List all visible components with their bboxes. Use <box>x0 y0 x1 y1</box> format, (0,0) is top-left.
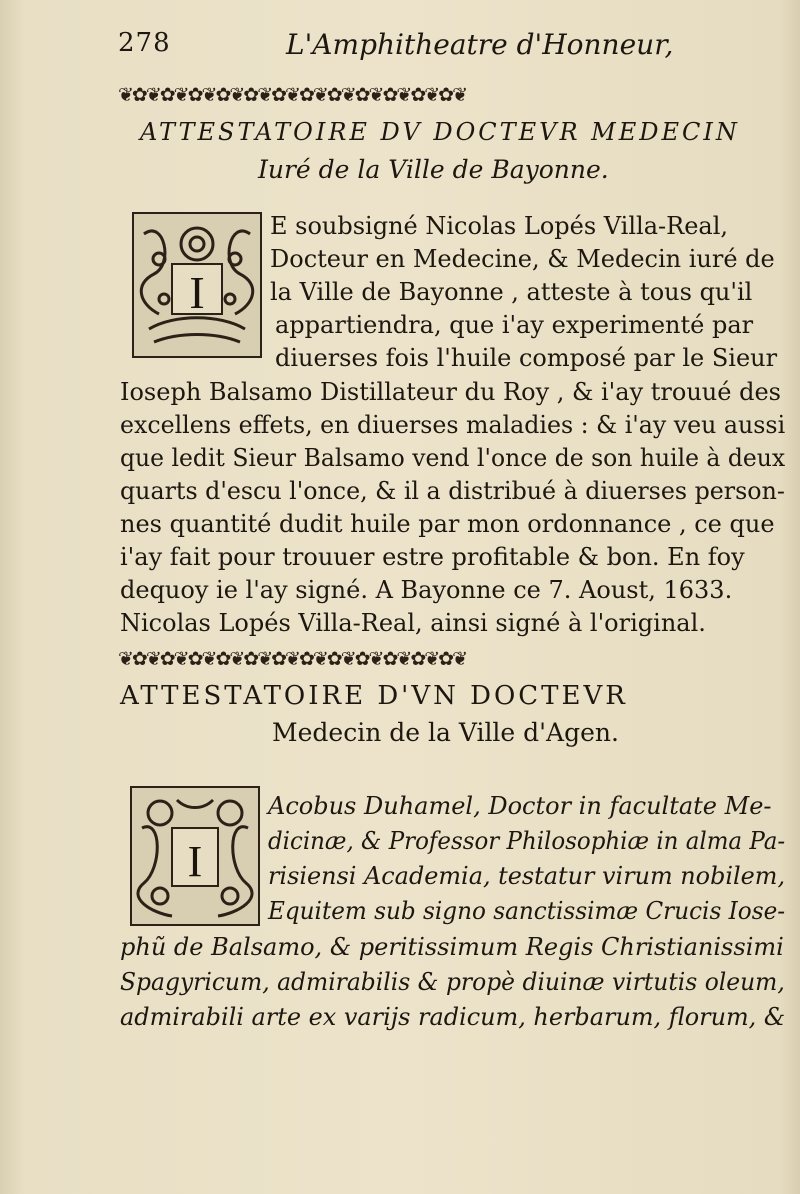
text-line: risiensi Academia, testatur virum nobilem, <box>268 862 786 890</box>
text-line: excellens effets, en diuerses maladies : & i'ay veu aussi <box>120 411 786 439</box>
dropcap-ornament-1 <box>132 212 262 358</box>
text-line: Acobus Duhamel, Doctor in facultate Me- <box>268 792 772 820</box>
text-line: dequoy ie l'ay signé. A Bayonne ce 7. Aoust, 1633. <box>120 576 733 604</box>
page-header <box>118 28 680 68</box>
section2-title: ATTESTATOIRE D'VN DOCTEVR <box>120 681 628 711</box>
text-line: diuerses fois l'huile composé par le Sieur <box>275 344 778 372</box>
text-line: appartiendra, que i'ay experimenté par <box>275 311 754 339</box>
ornament-glyphs: ❦✿❦✿❦✿❦✿❦✿❦✿❦✿❦✿❦✿❦✿❦✿❦✿❦ <box>118 84 466 106</box>
text-line: nes quantité dudit huile par mon ordonnance , ce que <box>120 510 775 538</box>
section1-subtitle: Iuré de la Ville de Bayonne. <box>258 155 609 184</box>
text-line: Ioseph Balsamo Distillateur du Roy , & i'ay trouué des <box>120 378 781 406</box>
section1-title: ATTESTATOIRE DV DOCTEVR MEDECIN <box>140 118 740 146</box>
text-line: que ledit Sieur Balsamo vend l'once de son huile à deux <box>120 444 786 472</box>
text-line: Nicolas Lopés Villa-Real, ainsi signé à l'original. <box>120 609 706 637</box>
text-line: Docteur en Medecine, & Medecin iuré de <box>270 245 775 273</box>
page-number: 278 <box>118 28 171 58</box>
dropcap-letter: I <box>187 837 203 886</box>
text-line: E soubsigné Nicolas Lopés Villa-Real, <box>270 212 729 240</box>
text-line: admirabili arte ex varijs radicum, herbarum, florum, & <box>120 1003 786 1031</box>
text-line: i'ay fait pour trouuer estre profitable & bon. En foy <box>120 543 745 571</box>
ornament-glyphs: ❦✿❦✿❦✿❦✿❦✿❦✿❦✿❦✿❦✿❦✿❦✿❦✿❦ <box>118 648 466 670</box>
text-line: dicinæ, & Professor Philosophiæ in alma Pa- <box>268 827 786 855</box>
text-line: quarts d'escu l'once, & il a distribué à diuerses person- <box>120 477 785 505</box>
text-line: phũ de Balsamo, & peritissimum Regis Christianissimi <box>120 933 784 961</box>
text-line: Spagyricum, admirabilis & propè diuinæ virtutis oleum, <box>120 968 785 996</box>
text-line: Equitem sub signo sanctissimæ Crucis Iose- <box>268 897 786 925</box>
running-title: L'Amphitheatre d'Honneur, <box>286 28 674 61</box>
ornament-band-middle <box>118 648 768 670</box>
section2-subtitle: Medecin de la Ville d'Agen. <box>272 718 619 747</box>
text-line: la Ville de Bayonne , atteste à tous qu'il <box>270 278 753 306</box>
dropcap-letter: I <box>189 267 205 318</box>
ornament-band-top <box>118 84 768 106</box>
dropcap-ornament-2 <box>130 786 260 926</box>
